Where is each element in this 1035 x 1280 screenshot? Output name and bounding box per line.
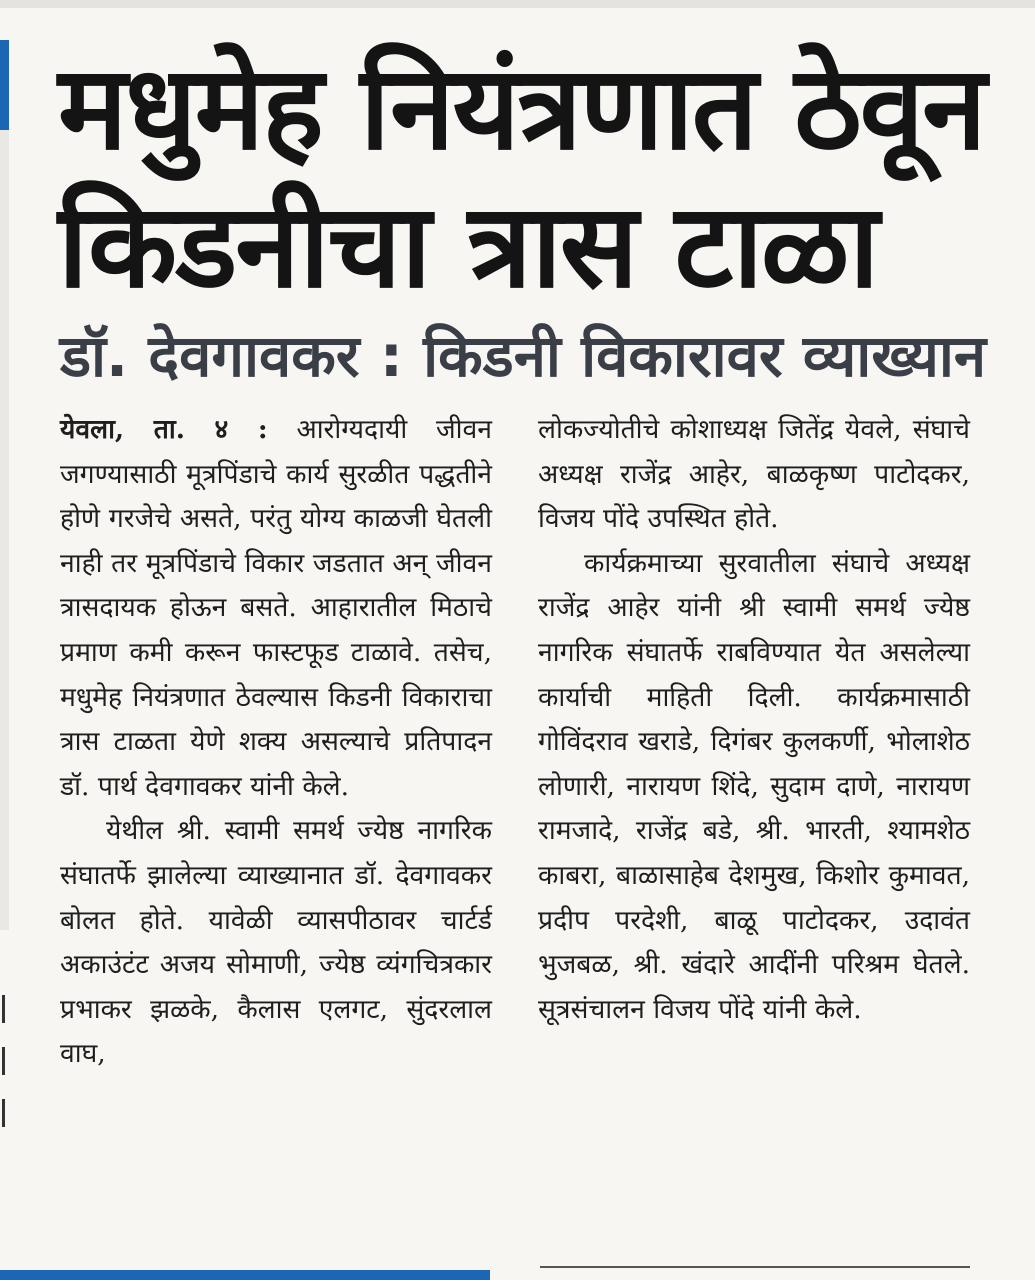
top-rule [0,0,1035,8]
article-column-left [60,408,492,1077]
headline-line-1: मधुमेह नियंत्रणात ठेवून [58,41,985,176]
paragraph-1-text: आरोग्यदायी जीवन जगण्यासाठी मूत्रपिंडाचे कार्य सुरळीत पद्धतीने होणे गरजेचे असते, परंतु योग्य काळजी घेतली नाही तर मूत्रपिंडाचे विकार जडतात अन् जीवन त्रासदायक होऊन बसते. आहारातील मिठाचे प्रमाण कमी करून फास्टफूड टाळावे. तसेच, मधुमेह नियंत्रणात ठेवल्यास किडनी विकाराचा त्रास टाळता येणे शक्य असल्याचे प्रतिपादन डॉ. पार्थ देवगावकर यांनी केले. [60,414,492,802]
dateline: येवला, ता. ४ : [60,414,268,445]
article-paragraph-1 [60,408,492,809]
adjacent-column-text-fragments [2,995,6,1175]
bottom-blue-bar [0,1270,490,1280]
subheadline: डॉ. देवगावकर : किडनी विकारावर व्याख्यान [60,322,987,390]
article-paragraph-2-continued: लोकज्योतीचे कोशाध्यक्ष जितेंद्र येवले, संघाचे अध्यक्ष राजेंद्र आहेर, बाळकृष्ण पाटोदकर, विजय पोंदे उपस्थित होते. [538,414,970,535]
article-column-right [538,408,970,1032]
article-paragraph-3: कार्यक्रमाच्या सुरवातीला संघाचे अध्यक्ष राजेंद्र आहेर यांनी श्री स्वामी समर्थ ज्येष्ठ नागरिक संघातर्फे राबविण्यात येत असलेल्या कार्याची माहिती दिली. कार्यक्रमासाठी गोविंदराव खराडे, दिगंबर कुलकर्णी, भोलाशेठ लोणारी, नारायण शिंदे, सुदाम दाणे, नारायण रामजादे, राजेंद्र बडे, श्री. भारती, श्यामशेठ काबरा, बाळासाहेब देशमुख, किशोर कुमावत, प्रदीप परदेशी, बाळू पाटोदकर, उदावंत भुजबळ, श्री. खंदारे आदींनी परिश्रम घेतले. सूत्रसंचालन विजय पोंदे यांनी केले. [538,547,970,1025]
adjacent-column-edge [0,130,9,930]
headline [58,40,998,316]
headline-line-2: किडनीचा त्रास टाळा [58,179,878,314]
bottom-rule [540,1266,970,1268]
article-paragraph-2: येथील श्री. स्वामी समर्थ ज्येष्ठ नागरिक संघातर्फे झालेल्या व्याख्यानात डॉ. देवगावकर बोलत होते. यावेळी व्यासपीठावर चार्टर्ड अकाउंटंट अजय सोमाणी, ज्येष्ठ व्यंगचित्रकार प्रभाकर झळके, कैलास एलगट, सुंदरलाल वाघ, [60,815,492,1070]
left-blue-accent-bar [0,40,9,130]
